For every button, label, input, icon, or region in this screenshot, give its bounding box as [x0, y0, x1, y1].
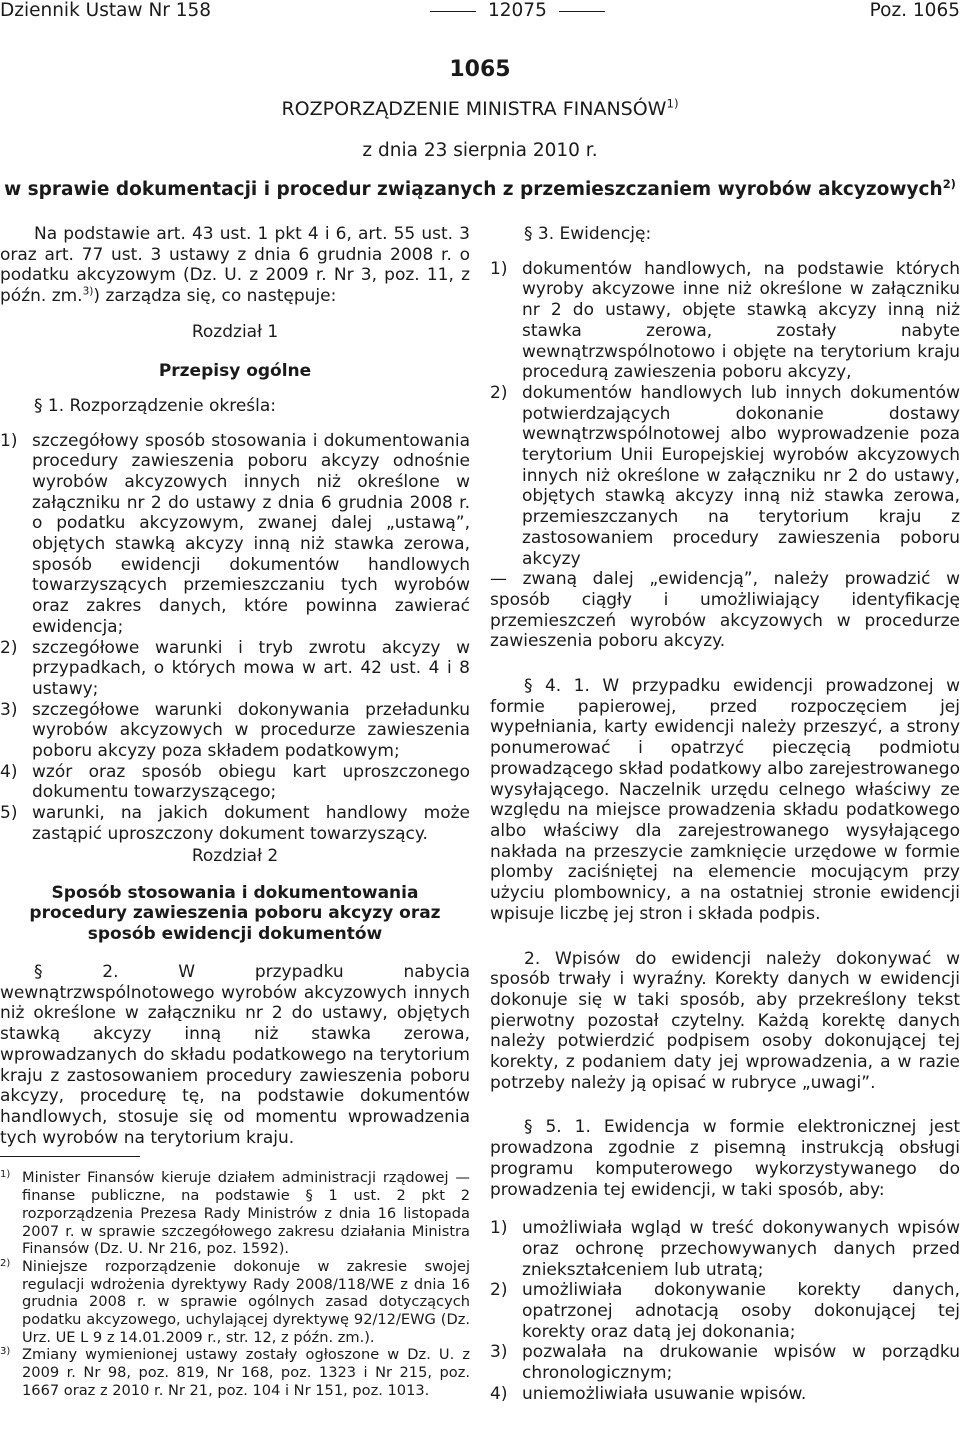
- list-item-text: dokumentów handlowych lub innych dokumentów potwierdzających dokonanie dostawy wewnątrzwspólnotowej albo wyprowadzenie poza terytorium Unii Europejskiej wyrobów akcyzowych innych niż określone w załączniku nr 2 do ustawy, objętych stawką akcyzy inną niż stawka zerowa, przemieszczanych na terytorium kraju z zastosowaniem procedury zawieszenia poboru akcyzy: [522, 382, 960, 569]
- act-number: 1065: [449, 57, 511, 82]
- list-item: [0, 700, 470, 762]
- list-item-number: 3): [0, 699, 18, 720]
- list-item-text: umożliwiała wgląd w treść dokonywanych wpisów oraz ochronę przechowywanych danych przed zniekształceniem lub utratą;: [522, 1218, 960, 1280]
- list-item: [490, 1280, 960, 1342]
- list-item: [0, 638, 470, 700]
- footnote: [0, 1258, 470, 1347]
- footnote-text: Zmiany wymienionej ustawy zostały ogłoszone w Dz. U. z 2009 r. Nr 98, poz. 819, Nr 168, poz. 1323 i Nr 215, poz. 1667 oraz z 2010 r. Nr 21, poz. 104 i Nr 151, poz. 1013.: [22, 1346, 470, 1399]
- list-item-number: 5): [0, 803, 18, 824]
- footnote-ref-3: 3): [82, 285, 94, 298]
- preamble-tail: ) zarządza się, co następuje:: [93, 286, 337, 307]
- chapter-1-label: Rozdział 1: [191, 321, 279, 342]
- list-item: [490, 1218, 960, 1280]
- list-item-text: szczegółowe warunki i tryb zwrotu akcyzy w przypadkach, o których mowa w art. 42 ust. 4 i 8 ustawy;: [32, 637, 470, 699]
- preamble: [0, 224, 470, 307]
- dash-right: [559, 11, 605, 12]
- list-item-text: warunki, na jakich dokument handlowy może zastąpić uproszczony dokument towarzyszący.: [32, 803, 470, 844]
- footnote: [0, 1346, 470, 1399]
- preamble-text: Na podstawie art. 43 ust. 1 pkt 4 i 6, art. 55 ust. 3 oraz art. 77 ust. 3 ustawy z dnia 6 grudnia 2008 r. o podatku akcyzowym (Dz. U. z 2009 r. Nr 3, poz. 11, z późn. zm.: [0, 224, 470, 307]
- act-date: z dnia 23 sierpnia 2010 r.: [362, 140, 598, 161]
- chapter-1-title: Przepisy ogólne: [158, 360, 312, 381]
- page-number: 12075: [488, 0, 547, 21]
- list-item-number: 3): [490, 1342, 508, 1363]
- section-2-text: § 2. W przypadku nabycia wewnątrzwspólnotowego wyrobów akcyzowych innych niż określone w załączniku nr 2 do ustawy, objętych stawką akcyzy inną niż stawka zerowa, wprowadzanych do składu podatkowego na terytorium kraju z zastosowaniem procedury zawieszenia poboru akcyzy, procedurę tę, na podstawie dokumentów handlowych, stosuje się od momentu wprowadzenia tych wyrobów na terytorium kraju.: [0, 962, 470, 1148]
- act-subject: [0, 178, 960, 202]
- footnote-mark: 3): [0, 1346, 11, 1358]
- list-item: [0, 762, 470, 803]
- list-item-number: 1): [490, 1218, 508, 1239]
- list-item: [490, 1384, 960, 1405]
- footnote-ref-2: 2): [942, 176, 956, 191]
- act-title: [0, 98, 960, 120]
- page-number-group: [430, 0, 605, 22]
- section-5-intro: § 5. 1. Ewidencja w formie elektronicznej jest prowadzona zgodnie z pisemną instrukcją obsługi programu komputerowego wykorzystywanego do prowadzenia tej ewidencji, w taki sposób, aby:: [490, 1117, 960, 1200]
- list-item: [0, 431, 470, 638]
- list-item-text: szczegółowy sposób stosowania i dokumentowania procedury zawieszenia poboru akcyzy odnośnie wyrobów akcyzowych innych niż określone w załączniku nr 2 do ustawy z dnia 6 grudnia 2008 r. o podatku akcyzowym, zwanej dalej „ustawą”, objętych stawką akcyzy inną niż stawka zerowa, sposób ewidencji dokumentów handlowych towarzyszących przemieszczaniu tych wyrobów oraz zakres danych, które powinna zawierać ewidencja;: [32, 430, 470, 637]
- left-column: [0, 224, 470, 1400]
- act-title-text: ROZPORZĄDZENIE MINISTRA FINANSÓW: [281, 98, 667, 120]
- list-item-number: 2): [490, 1280, 508, 1301]
- list-item-number: 4): [490, 1383, 508, 1404]
- chapter-2-title: Sposób stosowania i dokumentowania procedury zawieszenia poboru akcyzy oraz sposób ewidencji dokumentów: [29, 882, 441, 944]
- list-item-number: 1): [0, 430, 18, 451]
- section-1-intro: § 1. Rozporządzenie określa:: [34, 395, 277, 416]
- section-4-paragraph-2: 2. Wpisów do ewidencji należy dokonywać w sposób trwały i wyraźny. Korekty danych w ewidencji dokonuje się w taki sposób, aby przekreślony tekst pierwotny pozostał czytelny. Każdą korektę danych należy potwierdzić podpisem osoby dokonującej tej korekty, z podaniem daty jej wprowadzenia, a w razie potrzeby należy ją opisać w rubryce „uwagi”.: [490, 948, 960, 1093]
- list-item: [0, 803, 470, 844]
- dash-left: [430, 11, 476, 12]
- list-item-text: dokumentów handlowych, na podstawie których wyroby akcyzowe inne niż określone w załączniku nr 2 do ustawy, objęte stawką akcyzy inną niż stawka zerowa, zostały nabyte wewnątrzwspólnotowo i objęte na terytorium kraju procedurą zawieszenia poboru akcyzy,: [522, 258, 960, 383]
- list-item-number: 2): [0, 637, 18, 658]
- act-subject-text: w sprawie dokumentacji i procedur związanych z przemieszczaniem wyrobów akcyzowych: [4, 179, 943, 200]
- running-header: [0, 0, 960, 22]
- list-item-text: umożliwiała dokonywanie korekty danych, opatrzonej adnotacją osoby dokonującej tej korekty oraz datą jej dokonania;: [522, 1280, 960, 1342]
- footnote-ref-1: 1): [666, 96, 679, 111]
- list-item-text: wzór oraz sposób obiegu kart uproszczonego dokumentu towarzyszącego;: [32, 761, 470, 803]
- list-item: [490, 259, 960, 383]
- footnote-divider: [0, 1156, 140, 1157]
- list-item-text: pozwalała na drukowanie wpisów w porządku chronologicznym;: [522, 1342, 960, 1384]
- journal-name: Dziennik Ustaw Nr 158: [0, 0, 212, 21]
- list-item-text: uniemożliwiała usuwanie wpisów.: [522, 1383, 807, 1404]
- footnote-mark: 2): [0, 1257, 11, 1269]
- footnote-text: Niniejsze rozporządzenie dokonuje w zakresie swojej regulacji wdrożenia dyrektywy Rady 2008/118/WE z dnia 16 grudnia 2008 r. w sprawie ogólnych zasad dotyczących podatku akcyzowego, uchylającej dyrektywę 92/12/EWG (Dz. Urz. UE L 9 z 14.01.2009 r., str. 12, z późn. zm.).: [22, 1257, 470, 1346]
- list-item-number: 1): [490, 258, 508, 279]
- section-3-closing: — zwaną dalej „ewidencją”, należy prowadzić w sposób ciągły i umożliwiający identyfikację przemieszczeń wyrobów akcyzowych w procedurze zawieszenia poboru akcyzy.: [490, 569, 960, 652]
- right-column: [490, 224, 960, 1405]
- footnote-mark: 1): [0, 1169, 11, 1181]
- footnote: [0, 1169, 470, 1258]
- list-item-number: 2): [490, 382, 508, 403]
- chapter-2-label: Rozdział 2: [191, 845, 279, 866]
- position-label: Poz. 1065: [869, 0, 960, 21]
- list-item: [490, 1342, 960, 1383]
- section-3-intro: § 3. Ewidencję:: [524, 224, 652, 244]
- footnote-text: Minister Finansów kieruje działem administracji rządowej — finanse publiczne, na podstawie § 1 ust. 2 pkt 2 rozporządzenia Prezesa Rady Ministrów z dnia 16 listopada 2007 r. w sprawie szczegółowego zakresu działania Ministra Finansów (Dz. U. Nr 216, poz. 1592).: [22, 1169, 470, 1258]
- list-item: [490, 383, 960, 569]
- section-4-paragraph-1: § 4. 1. W przypadku ewidencji prowadzonej w formie papierowej, przed rozpoczęciem jej wypełniania, karty ewidencji należy przeszyć, a strony ponumerować i opatrzyć pieczęcią podmiotu prowadzącego skład podatkowy albo zarejestrowanego wysyłającego. Naczelnik urzędu celnego właściwy ze względu na miejsce prowadzenia składu podatkowego albo właściwy dla zarejestrowanego wysyłającego nakłada na przeszycie zamknięcie urzędowe w formie plomby zaciśniętej na elemencie mocującym przy użyciu plombownicy, a na ostatniej stronie ewidencji wpisuje liczbę jej stron i składa podpis.: [490, 676, 960, 924]
- list-item-text: szczegółowe warunki dokonywania przeładunku wyrobów akcyzowych w procedurze zawieszenia poboru akcyzy poza składem podatkowym;: [32, 699, 470, 762]
- list-item-number: 4): [0, 761, 18, 782]
